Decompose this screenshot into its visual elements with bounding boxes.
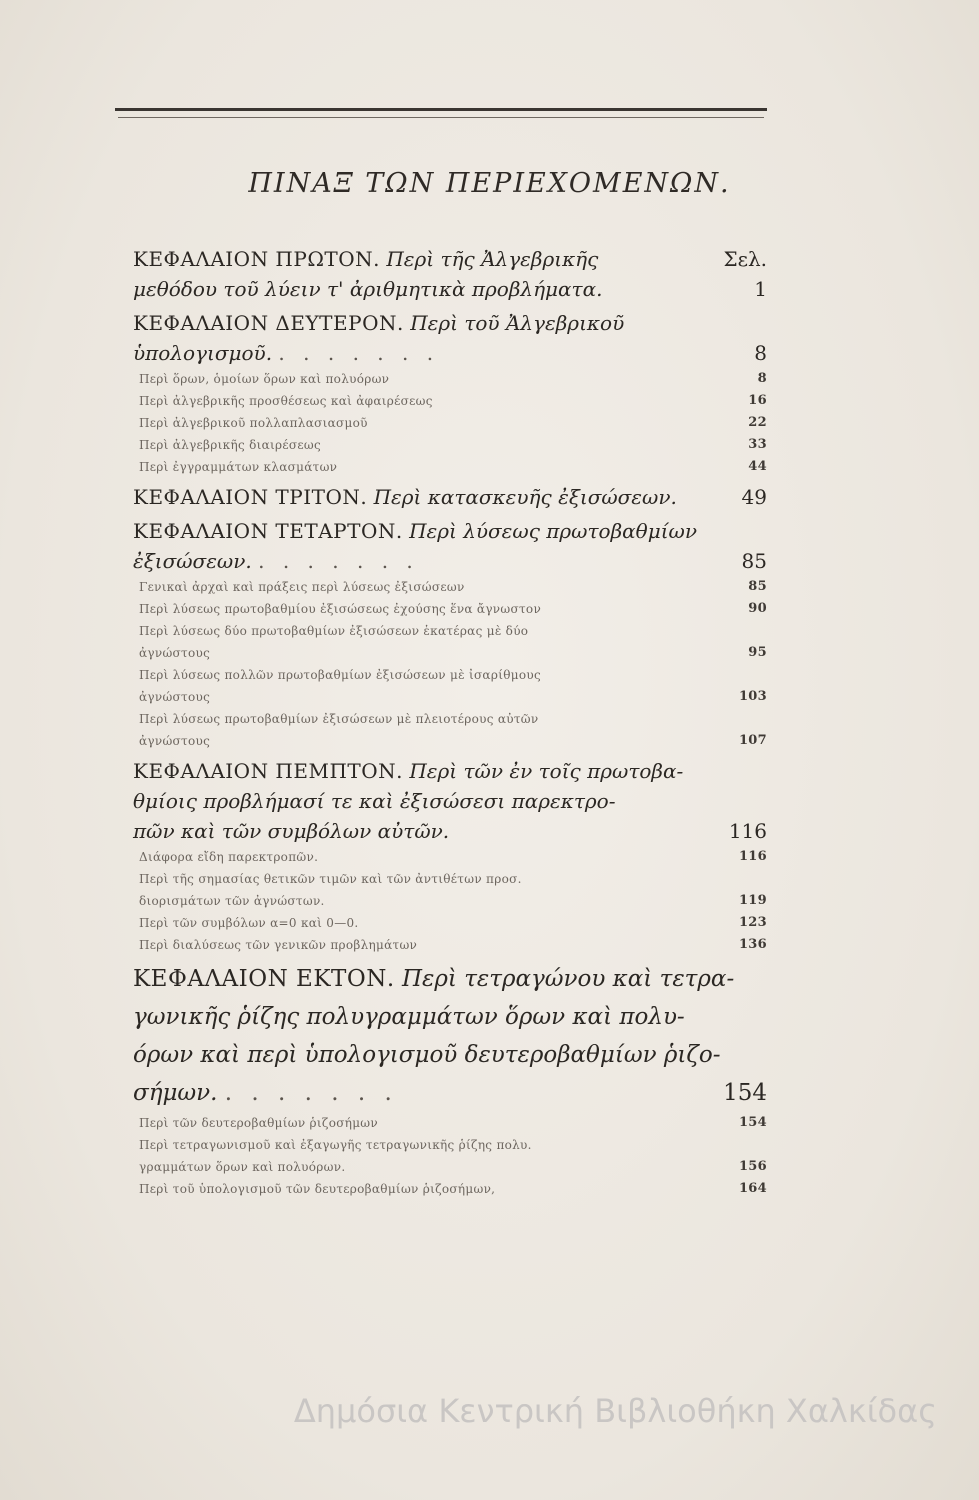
- chapter-6-page: 154: [723, 1080, 767, 1106]
- section-text: Περὶ τῶν συμβόλων α=0 καὶ 0—0.: [139, 916, 359, 930]
- section-text-cont: ἀγνώστους: [139, 690, 211, 704]
- library-watermark: Δημόσια Κεντρική Βιβλιοθήκη Χαλκίδας: [293, 1392, 937, 1430]
- section-entry: [133, 1178, 767, 1200]
- section-text: Περὶ τοῦ ὑπολογισμοῦ τῶν δευτεροβαθμίων ῥιζοσήμων,: [139, 1182, 496, 1196]
- chapter-5-title-b: θμίοις προβλήμασί τε καὶ ἐξισώσεσι παρεκτρο-: [133, 789, 616, 813]
- section-text: Περὶ λύσεως πολλῶν πρωτοβαθμίων ἐξισώσεων μὲ ἰσαρίθμους: [139, 668, 541, 682]
- section-text: Περὶ ἀλγεβρικῆς προσθέσεως καὶ ἀφαιρέσεως: [139, 394, 433, 408]
- section-text-cont: ἀγνώστους: [139, 734, 211, 748]
- section-text-cont: γραμμάτων ὅρων καὶ πολυόρων.: [139, 1160, 346, 1174]
- section-text: Περὶ τετραγωνισμοῦ καὶ ἐξαγωγῆς τετραγωνικῆς ῥίζης πολυ.: [139, 1138, 532, 1152]
- chapter-5-title-c: πῶν καὶ τῶν συμβόλων αὐτῶν.: [133, 819, 450, 843]
- chapter-2: [133, 308, 767, 368]
- top-rule-thin: [118, 117, 764, 118]
- section-page: 16: [748, 393, 767, 408]
- section-entry: [133, 620, 767, 664]
- section-page: 119: [738, 893, 767, 908]
- chapter-5: [133, 756, 767, 846]
- section-entry: [133, 846, 767, 868]
- chapter-6-title-c: όρων καὶ περὶ ὑπολογισμοῦ δευτεροβαθμίων ῥιζο-: [133, 1042, 721, 1068]
- section-page: 103: [738, 689, 767, 704]
- page-title: ΠΙΝΑΞ ΤΩΝ ΠΕΡΙΕΧΟΜΕΝΩΝ.: [248, 168, 731, 199]
- dot-leader: . . . . . . .: [258, 549, 419, 573]
- section-text: Περὶ ἐγγραμμάτων κλασμάτων: [139, 460, 338, 474]
- table-of-contents: [133, 240, 767, 1200]
- section-text: Περὶ ἀλγεβρικῆς διαιρέσεως: [139, 438, 321, 452]
- section-text: Περὶ λύσεως πρωτοβαθμίων ἐξισώσεων μὲ πλειοτέρους αὐτῶν: [139, 712, 539, 726]
- chapter-1-head: ΚΕΦΑΛΑΙΟΝ ΠΡΩΤΟΝ.: [133, 247, 380, 271]
- section-text: Περὶ ἀλγεβρικοῦ πολλαπλασιασμοῦ: [139, 416, 368, 430]
- section-page: 123: [738, 915, 767, 930]
- section-text: Γενικαὶ ἀρχαὶ καὶ πράξεις περὶ λύσεως ἐξισώσεων: [139, 580, 465, 594]
- chapter-1-title-a: Περὶ τῆς Ἀλγεβρικῆς: [386, 247, 599, 271]
- section-entry: [133, 598, 767, 620]
- section-page: 90: [748, 601, 767, 616]
- section-entry: [133, 934, 767, 956]
- chapter-4-title-a: Περὶ λύσεως πρωτοβαθμίων: [409, 519, 698, 543]
- section-page: 22: [748, 415, 767, 430]
- chapter-6-head: ΚΕΦΑΛΑΙΟΝ ΕΚΤΟΝ.: [133, 966, 395, 992]
- chapter-3: [133, 482, 767, 512]
- section-page: 164: [738, 1181, 767, 1196]
- section-text: Περὶ λύσεως πρωτοβαθμίου ἐξισώσεως ἐχούσης ἕνα ἄγνωστον: [139, 602, 542, 616]
- section-page: 95: [748, 645, 767, 660]
- chapter-5-title-a: Περὶ τῶν ἐν τοῖς πρωτοβα-: [409, 759, 684, 783]
- section-page: 154: [738, 1115, 767, 1130]
- section-entry: [133, 456, 767, 478]
- chapter-2-title-a: Περὶ τοῦ Ἀλγεβρικοῦ: [410, 311, 625, 335]
- section-entry: [133, 868, 767, 912]
- chapter-3-title-a: Περὶ κατασκευῆς ἐξισώσεων.: [373, 485, 677, 509]
- section-page: 116: [738, 849, 767, 864]
- dot-leader: . . . . . . .: [278, 341, 440, 365]
- section-text: Περὶ λύσεως δύο πρωτοβαθμίων ἐξισώσεων ἑκατέρας μὲ δύο: [139, 624, 529, 638]
- section-text: Περὶ τῆς σημασίας θετικῶν τιμῶν καὶ τῶν ἀντιθέτων προσ.: [139, 872, 522, 886]
- chapter-2-page: 8: [754, 341, 767, 365]
- page-column-label: Σελ.: [723, 247, 767, 271]
- section-text: Περὶ διαλύσεως τῶν γενικῶν προβλημάτων: [139, 938, 418, 952]
- section-page: 136: [738, 937, 767, 952]
- section-entry: [133, 1112, 767, 1134]
- chapter-4-title-b: ἐξισώσεων.: [133, 549, 252, 573]
- chapter-2-head: ΚΕΦΑΛΑΙΟΝ ΔΕΥΤΕΡΟΝ.: [133, 311, 404, 335]
- section-entry: [133, 664, 767, 708]
- section-page: 33: [748, 437, 767, 452]
- section-entry: [133, 390, 767, 412]
- chapter-1-page: 1: [754, 277, 767, 301]
- chapter-6-title-d: σήμων.: [133, 1080, 218, 1106]
- section-entry: [133, 434, 767, 456]
- section-page: 156: [738, 1159, 767, 1174]
- section-entry: [133, 1134, 767, 1178]
- top-rule: [115, 108, 767, 111]
- section-page: 44: [748, 459, 767, 474]
- chapter-4: [133, 516, 767, 576]
- section-entry: [133, 708, 767, 752]
- section-page: 8: [757, 371, 767, 386]
- chapter-6: [133, 960, 767, 1112]
- chapter-4-head: ΚΕΦΑΛΑΙΟΝ ΤΕΤΑΡΤΟΝ.: [133, 519, 403, 543]
- section-entry: [133, 912, 767, 934]
- chapter-2-title-b: ὑπολογισμοῦ.: [133, 341, 273, 365]
- chapter-1-title-b: μεθόδου τοῦ λύειν τ' ἀριθμητικὰ προβλήματα.: [133, 277, 603, 301]
- chapter-3-page: 49: [741, 485, 767, 509]
- chapter-1: [133, 244, 767, 304]
- section-text-cont: ἀγνώστους: [139, 646, 211, 660]
- section-page: 85: [748, 579, 767, 594]
- section-page: 107: [738, 733, 767, 748]
- chapter-5-head: ΚΕΦΑΛΑΙΟΝ ΠΕΜΠΤΟΝ.: [133, 759, 403, 783]
- chapter-6-title-b: γωνικῆς ῥίζης πολυγραμμάτων ὅρων καὶ πολυ-: [133, 1004, 685, 1030]
- section-text: Περὶ ὅρων, ὁμοίων ὅρων καὶ πολυόρων: [139, 372, 390, 386]
- section-entry: [133, 368, 767, 390]
- chapter-3-head: ΚΕΦΑΛΑΙΟΝ ΤΡΙΤΟΝ.: [133, 485, 368, 509]
- section-text: Περὶ τῶν δευτεροβαθμίων ῥιζοσήμων: [139, 1116, 378, 1130]
- chapter-6-title-a: Περὶ τετραγώνου καὶ τετρα-: [401, 966, 735, 992]
- dot-leader: . . . . . . .: [224, 1080, 398, 1106]
- section-entry: [133, 412, 767, 434]
- section-text-cont: διορισμάτων τῶν ἀγνώστων.: [139, 894, 325, 908]
- section-entry: [133, 576, 767, 598]
- chapter-4-page: 85: [741, 549, 767, 573]
- chapter-5-page: 116: [728, 819, 767, 843]
- section-text: Διάφορα εἴδη παρεκτροπῶν.: [139, 850, 319, 864]
